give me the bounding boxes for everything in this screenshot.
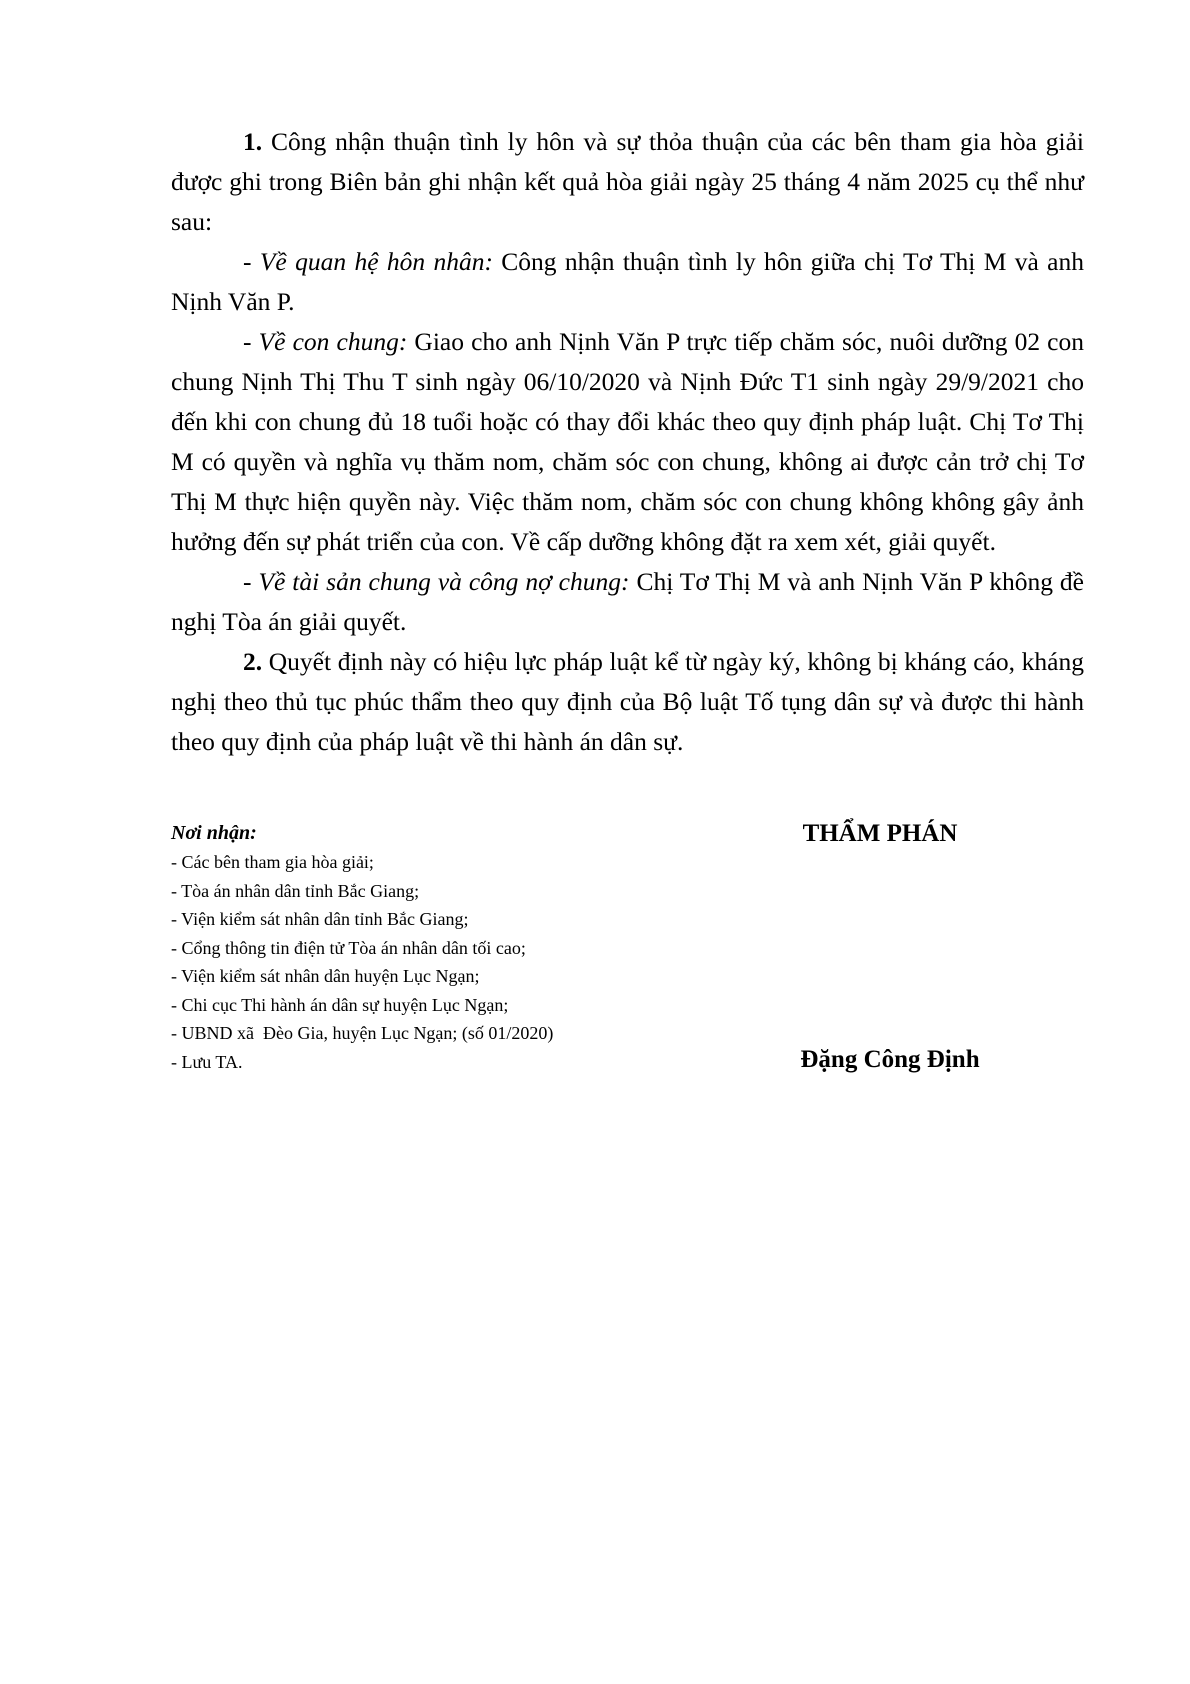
recipient-item: - Chi cục Thi hành án dân sự huyện Lục Ngạn; [171,994,509,1015]
children-clause [171,322,1084,562]
recipients-heading: Nơi nhận: [171,822,257,844]
decision-item-1 [171,122,1084,242]
clause-label: - Về quan hệ hôn nhân: [243,247,493,276]
recipient-item: - Tòa án nhân dân tỉnh Bắc Giang; [171,880,420,901]
judge-title: THẨM PHÁN [802,820,958,847]
clause-text: Giao cho anh Nịnh Văn P trực tiếp chăm sóc, nuôi dưỡng 02 con chung Nịnh Thị Thu T sinh ngày 06/10/2020 và Nịnh Đức T1 sinh ngày 29/9/2021 cho đến khi con chung đủ 18 tuổi hoặc có thay đổi khác theo quy định pháp luật. Chị Tơ Thị M có quyền và nghĩa vụ thăm nom, chăm sóc con chung, không ai được cản trở chị Tơ Thị M thực hiện quyền này. Việc thăm nom, chăm sóc con chung không không gây ảnh hưởng đến sự phát triển của con. Về cấp dưỡng không đặt ra xem xét, giải quyết. [171,327,1084,556]
recipient-item: - Cổng thông tin điện tử Tòa án nhân dân tối cao; [171,937,526,958]
item-number: 1. [243,127,263,156]
recipient-item: - Các bên tham gia hòa giải; [171,852,374,872]
clause-text: Chị Tơ Thị M và anh Nịnh Văn P không đề nghị Tòa án giải quyết. [171,567,1084,636]
item-text: Quyết định này có hiệu lực pháp luật kể từ ngày ký, không bị kháng cáo, kháng nghị theo thủ tục phúc thẩm theo quy định của Bộ luật Tố tụng dân sự và được thi hành theo quy định của pháp luật về thi hành án dân sự. [171,647,1084,756]
recipients-block [171,820,731,1076]
clause-text: Công nhận thuận tình ly hôn giữa chị Tơ Thị M và anh Nịnh Văn P. [171,247,1084,316]
recipient-item: - Viện kiểm sát nhân dân tỉnh Bắc Giang; [171,909,469,929]
decision-body [171,122,1084,762]
item-number: 2. [243,647,263,676]
decision-item-2 [171,642,1084,762]
item-text: Công nhận thuận tình ly hôn và sự thỏa thuận của các bên tham gia hòa giải được ghi trong Biên bản ghi nhận kết quả hòa giải ngày 25 tháng 4 năm 2025 cụ thể như sau: [171,127,1084,236]
property-clause [171,562,1084,642]
judge-name: Đặng Công Định [800,1046,980,1073]
clause-label: - Về tài sản chung và công nợ chung: [243,567,630,596]
recipient-item: - Viện kiểm sát nhân dân huyện Lục Ngạn; [171,966,480,986]
recipient-item: - UBND xã Đèo Gia, huyện Lục Ngạn; (số 01/2020) [171,1023,554,1043]
marriage-clause [171,242,1084,322]
recipient-item: - Lưu TA. [171,1051,243,1072]
clause-label: - Về con chung: [243,327,408,356]
